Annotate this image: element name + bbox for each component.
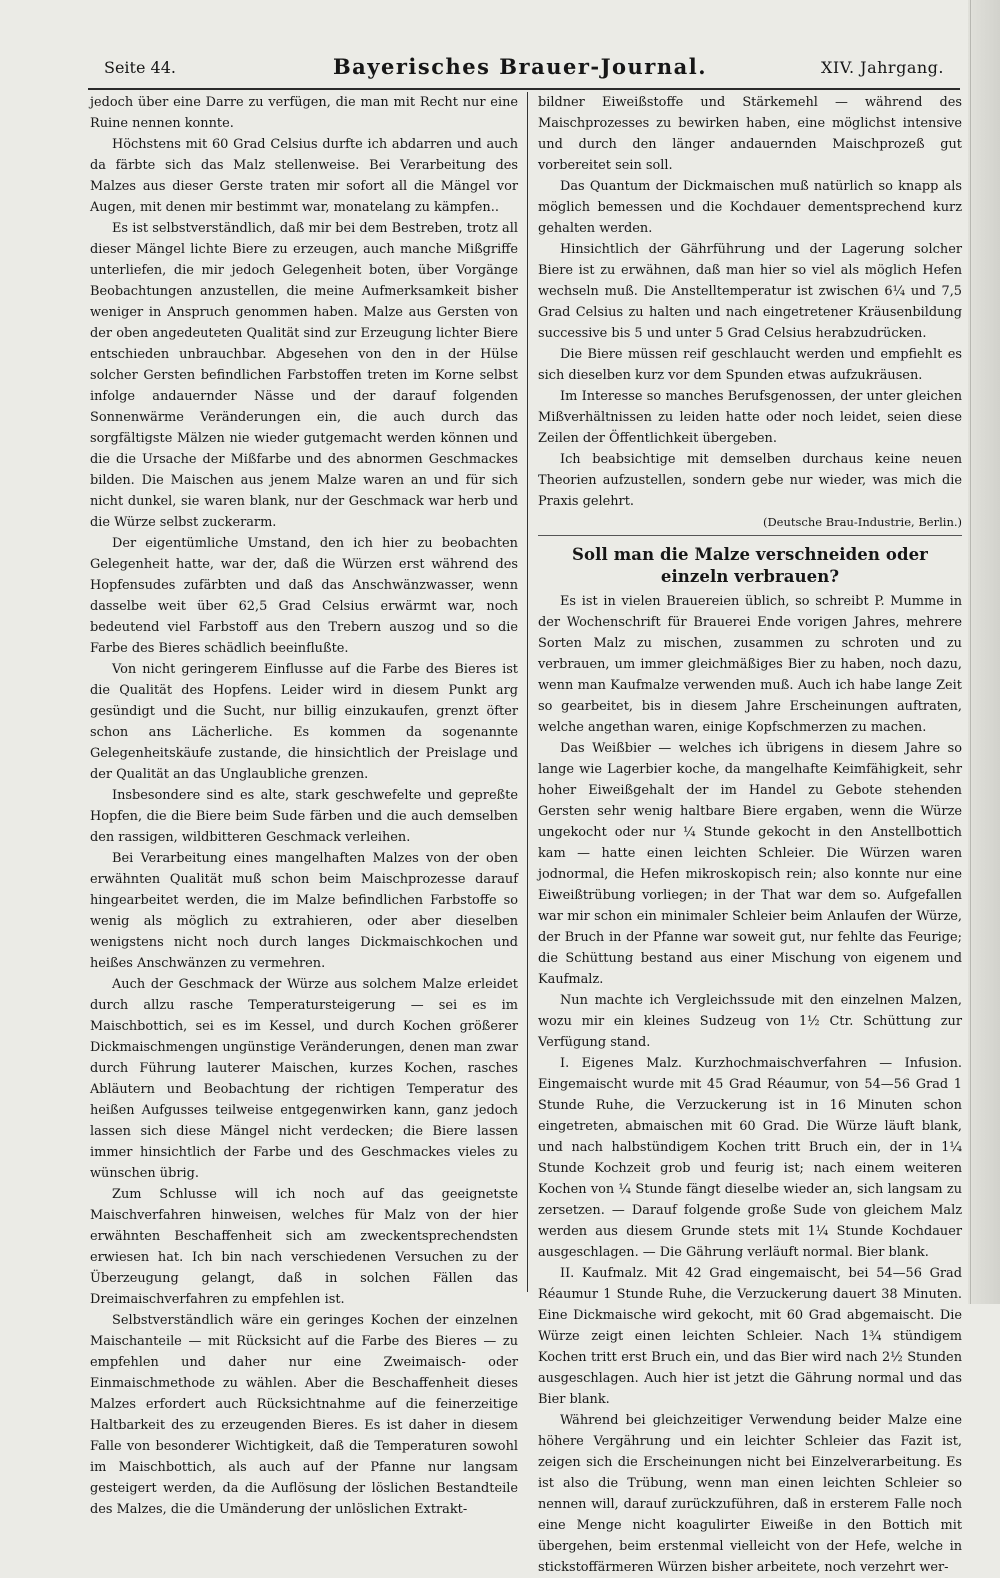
source-credit: (Deutsche Brau-Industrie, Berlin.) [762,515,962,529]
paragraph: jedoch über eine Darre zu verfügen, die man mit Recht nur eine Ruine nennen konnte. [90,95,518,131]
paragraph: Der eigentümliche Umstand, den ich hier zu beobachten Gelegenheit hatte, war der, daß die Würzen erst während des Hopfensudes zufärbten und daß das Anschwänzwasser, wenn dasselbe weit über 62,5 Grad Celsius erwärmt war, noch bedeutend viel Farbstoff aus den Trebern auszog und so die Farbe des Bieres schädlich beeinflußte. [90,536,518,656]
volume-label: XIV. Jahrgang. [821,58,944,77]
paragraph: Von nicht geringerem Einflusse auf die Farbe des Bieres ist die Qualität des Hopfens. Leider wird in diesem Punkt arg gesündigt und die Sucht, nur billig einzukaufen, grenzt öfter schon ans Lächerliche. Es kommen da sogenannte Gelegenheitskäufe zustande, die hinsichtlich der Preislage und der Qualität an das Unglaubliche grenzen. [90,662,518,782]
journal-title: Bayerisches Brauer-Journal. [332,54,708,79]
page-edge [968,0,1000,1304]
paragraph: Das Quantum der Dickmaischen muß natürlich so knapp als möglich bemessen und die Kochdauer dementsprechend kurz gehalten werden. [538,179,962,236]
page-header [80,52,960,86]
left-column [90,92,518,1517]
paragraph: Selbstverständlich wäre ein geringes Kochen der einzelnen Maischanteile — mit Rücksicht auf die Farbe des Bieres — zu empfehlen und daher nur eine Zweimaisch- oder Einmaischmethode zu wählen. Aber die Beschaffenheit dieses Malzes erfordert auch Rücksichtnahme auf die feinerzeitige Haltbarkeit des zu erzeugenden Bieres. Es ist daher in diesem Falle von besonderer Wichtigkeit, daß die Temperaturen sowohl im Maischbottich, als auch auf der Pfanne nur langsam gesteigert werden, da die Auflösung der löslichen Bestandteile des Malzes, die die Umänderung der unlöslichen Extrakt- [90,1313,518,1517]
right-column [538,92,962,1575]
paragraph: Es ist in vielen Brauereien üblich, so schreibt P. Mumme in der Wochenschrift für Brauerei Ende vorigen Jahres, mehrere Sorten Malz zu mischen, zusammen zu schroten und zu verbrauen, um immer gleichmäßiges Bier zu haben, noch dazu, wenn man Kaufmalze verwenden muß. Auch ich habe lange Zeit so gearbeitet, bis in diesem Jahre Erscheinungen auftraten, welche angethan waren, einige Kopfschmerzen zu machen. [538,594,962,735]
paragraph: Zum Schlusse will ich noch auf das geeignetste Maischverfahren hinweisen, welches für Malz von der hier erwähnten Beschaffenheit sich am zweckentsprechendsten erwiesen hat. Ich bin nach verschiedenen Versuchen zu der Überzeugung gelangt, daß in solchen Fällen das Dreimaischverfahren zu empfehlen ist. [90,1187,518,1307]
paragraph: Ich beabsichtige mit demselben durchaus keine neuen Theorien aufzustellen, sondern gebe nur wieder, was mich die Praxis gelehrt. [538,452,962,509]
paragraph: Insbesondere sind es alte, stark geschwefelte und gepreßte Hopfen, die die Biere beim Sude färben und die auch demselben den rassigen, wildbitteren Geschmack verleihen. [90,788,518,845]
paragraph: Nun machte ich Vergleichssude mit den einzelnen Malzen, wozu mir ein kleines Sudzeug von 1½ Ctr. Schüttung zur Verfügung stand. [538,993,962,1050]
page-number: Seite 44. [104,58,176,77]
paragraph: II. Kaufmalz. Mit 42 Grad eingemaischt, bei 54—56 Grad Réaumur 1 Stunde Ruhe, die Verzuckerung dauert 38 Minuten. Eine Dickmaische wird gekocht, mit 60 Grad abgemaischt. Die Würze zeigt einen leichten Schleier. Nach 1¾ stündigem Kochen tritt erst Bruch ein, und das Bier wird nach 2½ Stunden ausgeschlagen. Auch hier ist jetzt die Gährung normal und das Bier blank. [538,1266,962,1407]
paragraph: Auch der Geschmack der Würze aus solchem Malze erleidet durch allzu rasche Temperatursteigerung — sei es im Maischbottich, sei es im Kessel, und durch Kochen größerer Dickmaischmengen ungünstige Veränderungen, denen man zwar durch Führung lauterer Maischen, kurzes Kochen, rasches Abläutern und Beobachtung der richtigen Temperatur des heißen Aufgusses teilweise entgegenwirken kann, ganz jedoch lassen sich diese Mängel nicht verdecken; die Biere lassen immer hinsichtlich der Farbe und des Geschmackes vieles zu wünschen übrig. [90,977,518,1181]
paragraph: Die Biere müssen reif geschlaucht werden und empfiehlt es sich dieselben kurz vor dem Spunden etwas aufzukräusen. [538,347,962,383]
paragraph: Hinsichtlich der Gährführung und der Lagerung solcher Biere ist zu erwähnen, daß man hier so viel als möglich Hefen wechseln muß. Die Anstelltemperatur ist zwischen 6¼ und 7,5 Grad Celsius zu halten und nach eingetretener Kräusenbildung successive bis 5 und unter 5 Grad Celsius herabzudrücken. [538,242,962,341]
paragraph: Bei Verarbeitung eines mangelhaften Malzes von der oben erwähnten Qualität muß schon beim Maischprozesse darauf hingearbeitet werden, die im Malze befindlichen Farbstoffe so wenig als möglich zu extrahieren, oder aber dieselben wenigstens nicht noch durch langes Dickmaischkochen und heißes Anschwänzen zu vermehren. [90,851,518,971]
paragraph: bildner Eiweißstoffe und Stärkemehl — während des Maischprozesses zu bewirken haben, eine möglichst intensive und durch den länger andauernden Maischprozeß gut vorbereitet sein soll. [538,95,962,173]
paragraph: Es ist selbstverständlich, daß mir bei dem Bestreben, trotz all dieser Mängel lichte Biere zu erzeugen, auch manche Mißgriffe unterliefen, die mir jedoch Gelegenheit boten, über Vorgänge Beobachtungen anzustellen, die meine Aufmerksamkeit bisher weniger in Anspruch genommen haben. Malze aus Gersten von der oben angedeuteten Qualität sind zur Erzeugung lichter Biere entschieden unbrauchbar. Abgesehen von den in der Hülse solcher Gersten befindlichen Farbstoffen treten im Korne selbst infolge andauernder Nässe und der darauf folgenden Sonnenwärme Veränderungen ein, die auch durch das sorgfältigste Mälzen nie wieder gutgemacht werden können und die die Ursache der Mißfarbe und des abnormen Geschmackes bilden. Die Maischen aus jenem Malze waren an und für sich nicht dunkel, sie waren blank, nur der Geschmack war herb und die Würze selbst zuckerarm. [90,221,518,530]
paragraph: Während bei gleichzeitiger Verwendung beider Malze eine höhere Vergährung und ein leichter Schleier das Fazit ist, zeigen sich die Erscheinungen nicht bei Einzelverarbeitung. Es ist also die Trübung, wenn man einen leichten Schleier so nennen will, darauf zurückzuführen, daß in ersterem Falle noch eine Menge nicht koagulirter Eiweiße in den Bottich mit übergehen, beim erstenmal vielleicht von der Hefe, welche in stickstoffärmeren Würzen bisher arbeitete, noch verzehrt wer- [538,1413,962,1575]
column-divider [527,92,528,1292]
paragraph: Im Interesse so manches Berufsgenossen, der unter gleichen Mißverhältnissen zu leiden hatte oder noch leidet, seien diese Zeilen der Öffentlichkeit übergeben. [538,389,962,446]
paragraph: I. Eigenes Malz. Kurzhochmaischverfahren — Infusion. Eingemaischt wurde mit 45 Grad Réaumur, von 54—56 Grad 1 Stunde Ruhe, die Verzuckerung ist in 16 Minuten schon eingetreten, abmaischen mit 60 Grad. Die Würze läuft blank, und nach halbstündigem Kochen tritt Bruch ein, der in 1¼ Stunde Kochzeit grob und feurig ist; nach einem weiteren Kochen von ¼ Stunde fängt dieselbe wieder an, sich langsam zu zersetzen. — Darauf folgende große Sude von gleichem Malz werden aus diesem Grunde stets mit 1¼ Stunde Kochdauer ausgeschlagen. — Die Gährung verläuft normal. Bier blank. [538,1056,962,1260]
paragraph: Höchstens mit 60 Grad Celsius durfte ich abdarren und auch da färbte sich das Malz stellenweise. Bei Verarbeitung des Malzes aus dieser Gerste traten mir sofort all die Mängel vor Augen, mit denen mir bestimmt war, monatelang zu kämpfen.. [90,137,518,215]
page-edge-line [970,0,971,1304]
article-heading: Soll man die Malze verschneiden oder einzeln verbrauen? [538,535,962,588]
paragraph: Das Weißbier — welches ich übrigens in diesem Jahre so lange wie Lagerbier koche, da mangelhafte Keimfähigkeit, sehr hoher Eiweißgehalt der im Handel zu Gebote stehenden Gersten sehr wenig haltbare Biere ergaben, wenn die Würze ungekocht oder nur ¼ Stunde gekocht in den Anstellbottich kam — hatte einen leichten Schleier. Die Würzen waren jodnormal, die Hefen mikroskopisch rein; also konnte nur eine Eiweißtrübung vorliegen; in der That war dem so. Aufgefallen war mir schon ein minimaler Schleier beim Anlaufen der Würze, der Bruch in der Pfanne war soweit gut, nur fehlte das Feurige; die Schüttung bestand aus einer Mischung von eigenem und Kaufmalz. [538,741,962,987]
header-rule [88,88,960,90]
